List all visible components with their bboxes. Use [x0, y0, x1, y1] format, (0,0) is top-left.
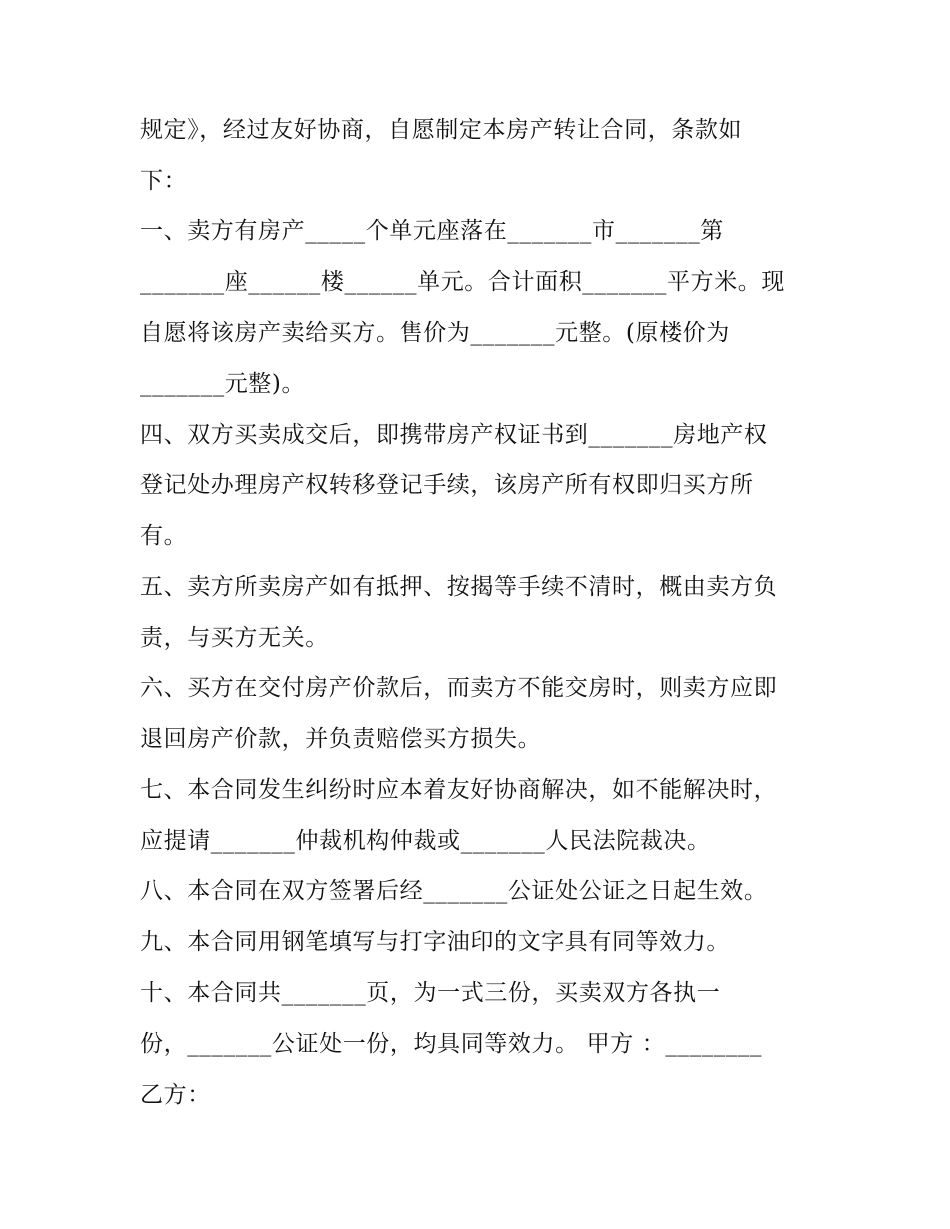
text-line: 四、双方买卖成交后，即携带房产权证书到_______房地产权: [140, 422, 768, 448]
text-line: 退回房产价款，并负责赔偿买方损失。: [140, 726, 542, 752]
text-line: 十、本合同共_______页，为一式三份，买卖双方各执一: [140, 980, 721, 1006]
text-line: 乙方：: [140, 1082, 211, 1108]
text-line: _______元整)。: [140, 371, 306, 397]
text-line: 份，_______公证处一份，均具同等效力。 甲方 ：________: [140, 1031, 763, 1057]
text-line: 有。: [140, 523, 188, 549]
text-line: 登记处办理房产权转移登记手续，该房产所有权即归买方所: [140, 472, 754, 498]
text-line: 一、卖方有房产_____个单元座落在_______市_______第: [140, 218, 724, 244]
text-line: 责，与买方无关。: [140, 625, 329, 651]
text-line: 下：: [140, 168, 188, 194]
text-line: 九、本合同用钢笔填写与打字油印的文字具有同等效力。: [140, 929, 730, 955]
text-line: 应提请_______仲裁机构仲裁或_______人民法院裁决。: [140, 828, 711, 854]
text-line: 自愿将该房产卖给买方。售价为_______元整。(原楼价为: [140, 320, 730, 346]
text-line: 七、本合同发生纠纷时应本着友好协商解决，如不能解决时，: [140, 777, 778, 803]
text-line: 六、买方在交付房产价款后，而卖方不能交房时，则卖方应即: [140, 675, 778, 701]
text-line: 规定》，经过友好协商，自愿制定本房产转让合同，条款如: [140, 117, 743, 143]
text-line: 八、本合同在双方签署后经_______公证处公证之日起生效。: [140, 878, 768, 904]
text-line: 五、卖方所卖房产如有抵押、按揭等手续不清时，概由卖方负: [140, 574, 778, 600]
text-line: _______座______楼______单元。合计面积_______平方米。现: [140, 269, 785, 295]
